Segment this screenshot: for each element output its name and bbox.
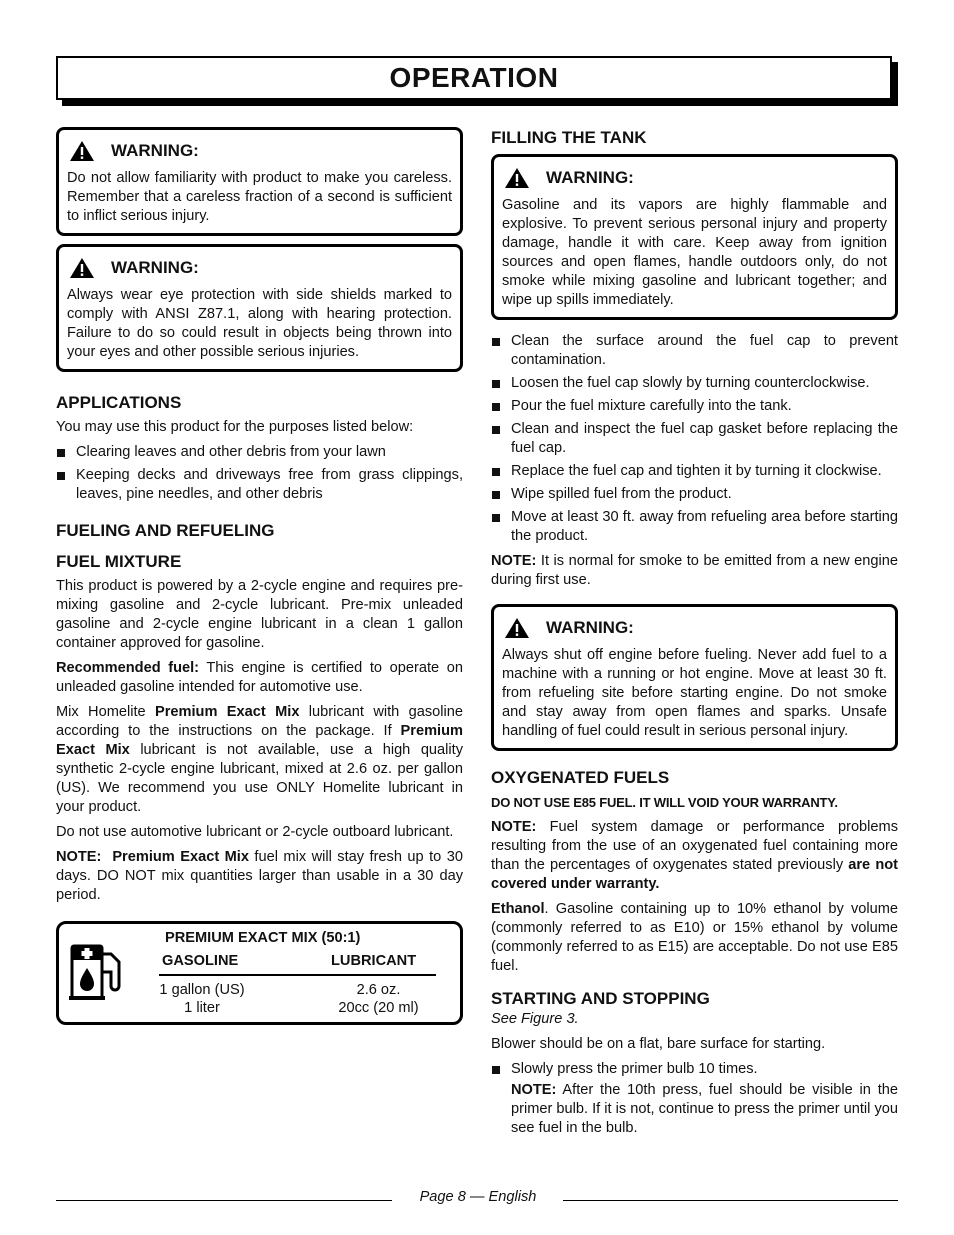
footer-rule-right [563, 1200, 898, 1201]
starting-steps-list [491, 1060, 898, 1079]
mix-instructions-text: Mix Homelite Premium Exact Mix lubricant with gasoline according to the instructions on the package. If Premium Exact Mix lubricant is not available, use a high quality synthetic 2-cycle engine lubricant, mixed at 2.6 oz. per gallon (US). We recommend you use ONLY Homelite lubricant in your product. [56, 704, 464, 815]
warning-box-familiarity [56, 127, 463, 236]
right-column [491, 127, 898, 1144]
warning-box-eye-protection [56, 244, 463, 372]
applications-heading: APPLICATIONS [56, 393, 182, 412]
starting-stopping-heading: STARTING AND STOPPING [491, 989, 710, 1008]
list-item: Clean and inspect the fuel cap gasket before replacing the fuel cap. [491, 420, 898, 458]
list-item: Move at least 30 ft. away from refueling area before starting the product. [491, 508, 898, 546]
ethanol-text: Ethanol. Gasoline containing up to 10% ethanol by volume (commonly referred to as E10) or 15% ethanol by volume (commonly referred to as E15) are acceptable. Do not use E85 fuel. [491, 901, 898, 974]
warning-label: WARNING: [111, 141, 199, 160]
fueling-heading: FUELING AND REFUELING [56, 521, 275, 540]
gasoline-column-header: GASOLINE [162, 953, 239, 969]
fuel-freshness-note: NOTE: Premium Exact Mix fuel mix will stay fresh up to 30 days. DO NOT mix quantities larger than usable in a 30 day period. [56, 849, 463, 903]
applications-intro: You may use this product for the purposes listed below: [56, 419, 414, 435]
smoke-note: NOTE: It is normal for smoke to be emitted from a new engine during first use. [491, 553, 898, 588]
warning-triangle-icon [69, 257, 95, 279]
warning-label: WARNING: [546, 168, 634, 187]
fuel-mixture-heading: FUEL MIXTURE [56, 552, 182, 571]
footer-rule-left [56, 1200, 392, 1201]
recommended-fuel-text: Recommended fuel: This engine is certified to operate on unleaded gasoline intended for automotive use. [56, 660, 463, 695]
applications-list [56, 443, 463, 504]
warning-box-gasoline [491, 154, 898, 320]
page-footer: Page 8 — English [419, 1189, 537, 1205]
lubricant-warning-text: Do not use automotive lubricant or 2-cycle outboard lubricant. [56, 824, 454, 840]
lubricant-column-header: LUBRICANT [331, 953, 417, 969]
mix-ratio-table [56, 921, 463, 1025]
gasoline-values: 1 gallon (US) 1 liter [159, 982, 245, 1016]
list-item: Wipe spilled fuel from the product. [491, 485, 898, 504]
warning-triangle-icon [504, 167, 530, 189]
list-item: Clean the surface around the fuel cap to prevent contamination. [491, 332, 898, 370]
primer-note: NOTE: After the 10th press, fuel should be visible in the primer bulb. If it is not, continue to press the primer until you see fuel in the bulb. [511, 1082, 898, 1136]
starting-intro: Blower should be on a flat, bare surface for starting. [491, 1036, 826, 1052]
warning-label: WARNING: [111, 258, 199, 277]
warning-text: Do not allow familiarity with product to make you careless. Remember that a careless fraction of a second is sufficient to inflict serious injury. [67, 170, 452, 224]
warning-triangle-icon [69, 140, 95, 162]
warning-text: Always shut off engine before fueling. Never add fuel to a machine with a running or hot engine. Move at least 30 ft. from refueling site before starting engine. Do not smoke and stay away from open flames and sparks. Unsafe handling of fuel could result in serious personal injury. [502, 647, 887, 739]
mix-table-title: PREMIUM EXACT MIX (50:1) [165, 930, 361, 946]
lubricant-values: 2.6 oz. 20cc (20 ml) [338, 982, 419, 1016]
table-divider [159, 974, 436, 976]
page-title: OPERATION [56, 56, 892, 100]
list-item: Replace the fuel cap and tighten it by turning it clockwise. [491, 462, 898, 481]
warning-text: Always wear eye protection with side shields marked to comply with ANSI Z87.1, along with hearing protection. Failure to do so could result in objects being thrown into your eyes and other possible serious injuries. [67, 287, 452, 360]
list-item: Keeping decks and driveways free from grass clippings, leaves, pine needles, and other debris [56, 466, 463, 504]
fuel-pump-icon [69, 942, 129, 1002]
warning-text: Gasoline and its vapors are highly flammable and explosive. To prevent serious personal injury and property damage, handle it with care. Keep away from ignition sources and open flames, handle outdoors only, do not smoke while mixing gasoline and lubricant together; and wipe up spills immediately. [502, 197, 887, 308]
filling-tank-heading: FILLING THE TANK [491, 128, 647, 147]
warning-triangle-icon [504, 617, 530, 639]
left-column [56, 127, 463, 1025]
fuel-mixture-text: This product is powered by a 2-cycle engine and requires pre-mixing gasoline and 2-cycle lubricant. Pre-mix unleaded gasoline and 2-cycle engine lubricant in a clean 1 gallon container approved for gasoline. [56, 578, 463, 651]
warning-label: WARNING: [546, 618, 634, 637]
warning-box-fueling [491, 604, 898, 751]
filling-steps-list [491, 332, 898, 546]
list-item: Clearing leaves and other debris from your lawn [56, 443, 463, 462]
oxygenated-note: NOTE: Fuel system damage or performance problems resulting from the use of an oxygenated fuel containing more than the percentages of oxygenates stated previously are not covered under warranty. [491, 819, 899, 892]
figure-reference: See Figure 3. [491, 1011, 579, 1027]
oxygenated-fuels-heading: OXYGENATED FUELS [491, 768, 670, 787]
list-item: Loosen the fuel cap slowly by turning counterclockwise. [491, 374, 898, 393]
list-item: Slowly press the primer bulb 10 times. [491, 1060, 898, 1079]
list-item: Pour the fuel mixture carefully into the tank. [491, 397, 898, 416]
e85-caution: DO NOT USE E85 FUEL. IT WILL VOID YOUR WARRANTY. [491, 795, 838, 810]
